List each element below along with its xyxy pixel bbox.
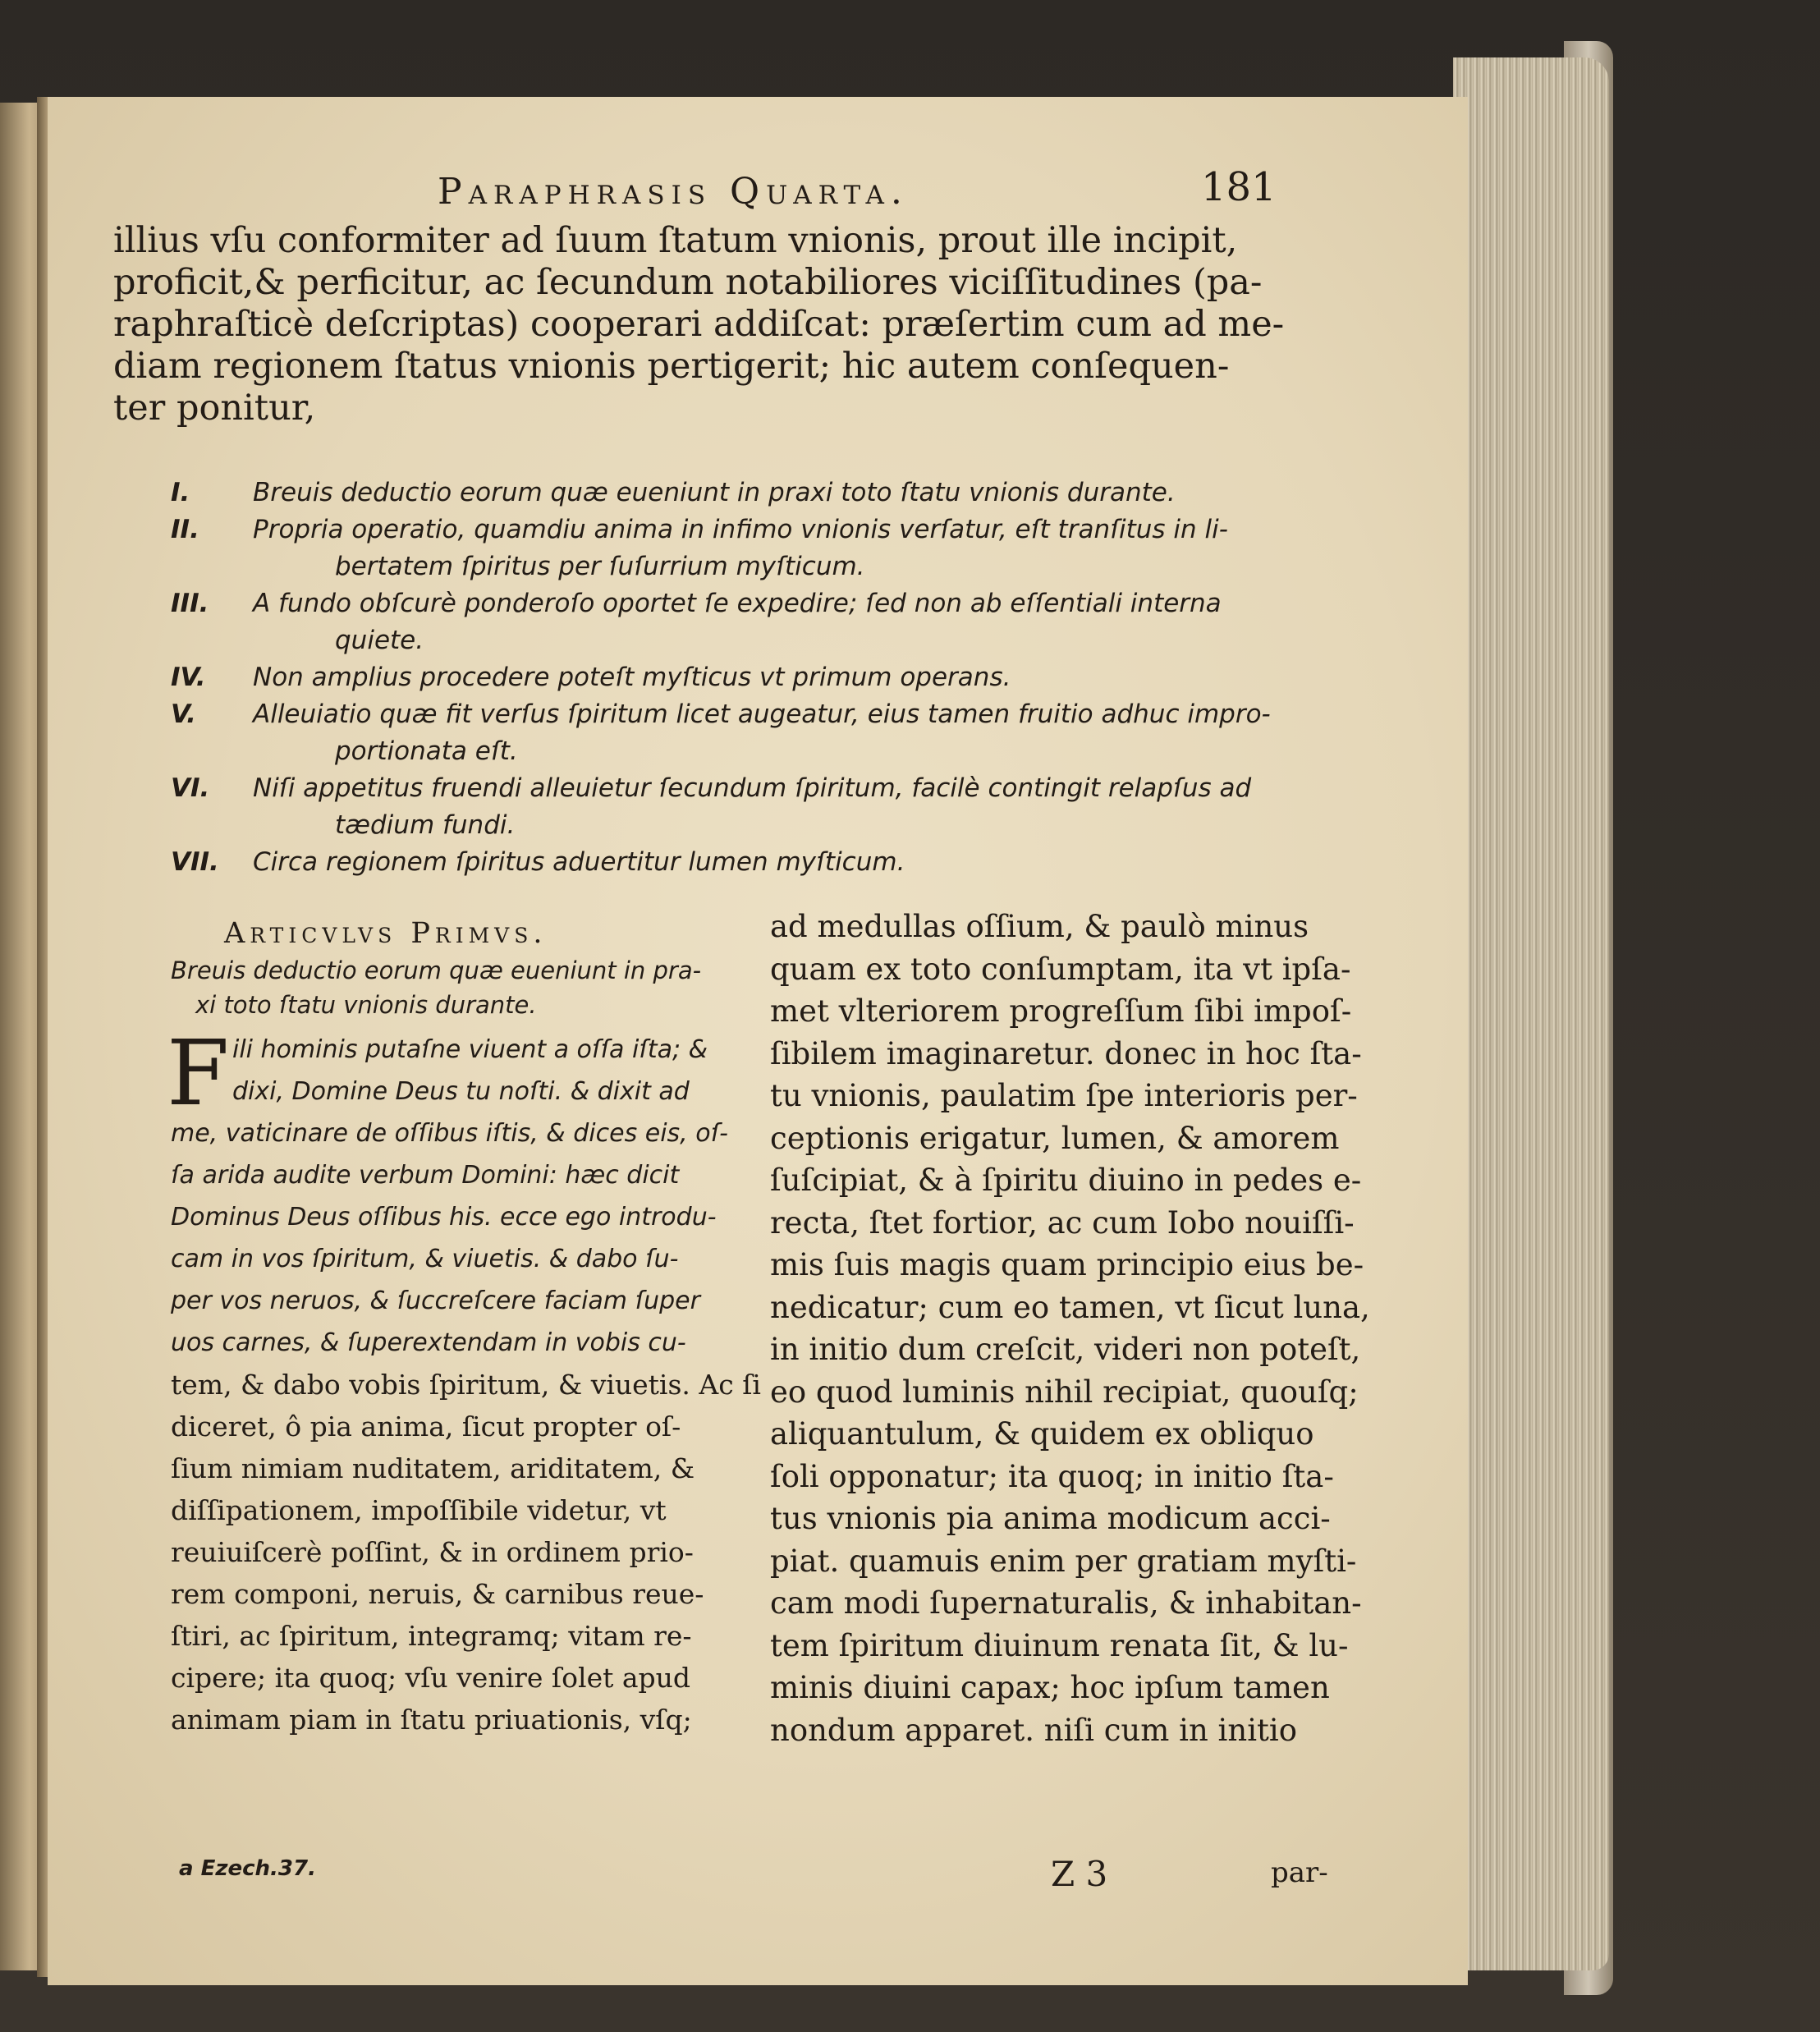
text-line: reuiuiſcerè poſſint, & in ordinem prio- xyxy=(171,1536,694,1568)
text-line: diam regionem ſtatus vnionis pertigerit; hic autem conſequen- xyxy=(113,346,1230,387)
text-line: ad medullas oſſium, & paulò minus xyxy=(770,909,1309,944)
summary-numeral: VII. xyxy=(171,847,219,877)
summary-item xyxy=(171,659,1336,696)
text-line: in initio dum creſcit, videri non poteſt, xyxy=(770,1332,1361,1367)
signature-mark: Z 3 xyxy=(1051,1854,1108,1894)
summary-numeral: VI. xyxy=(171,773,210,803)
intro-paragraph xyxy=(113,220,1328,429)
text-line: rem componi, neruis, & carnibus reue- xyxy=(171,1578,704,1610)
summary-item xyxy=(171,475,1336,511)
subtitle-line: xi toto ſtatu vnionis durante. xyxy=(195,991,537,1019)
summary-text-continuation: quiete. xyxy=(335,626,424,655)
catchword: par- xyxy=(1271,1856,1328,1889)
text-line: ſium nimiam nuditatem, ariditatem, & xyxy=(171,1452,695,1484)
text-line: quam ex toto conſumptam, ita vt ipſa- xyxy=(770,951,1351,987)
text-line: ceptionis erigatur, lumen, & amorem xyxy=(770,1120,1340,1156)
summary-text: Breuis deductio eorum quæ eueniunt in praxi toto ſtatu vnionis durante. xyxy=(253,478,1176,507)
summary-item xyxy=(171,770,1336,844)
right-column xyxy=(770,906,1370,1751)
text-line: cam modi ſupernaturalis, & inhabitan- xyxy=(770,1585,1362,1621)
summary-numeral: III. xyxy=(171,589,209,618)
text-line: nondum apparet. niſi cum in initio xyxy=(770,1712,1298,1748)
summary-item xyxy=(171,585,1336,659)
text-line: tem, & dabo vobis ſpiritum, & viuetis. Ac ſi xyxy=(171,1369,761,1401)
left-column xyxy=(167,914,762,1741)
marginal-reference: a Ezech.37. xyxy=(179,1856,316,1881)
text-line: tu vnionis, paulatim ſpe interioris per- xyxy=(770,1078,1358,1113)
summary-item xyxy=(171,844,1336,881)
summary-item xyxy=(171,696,1336,770)
summary-text: Niſi appetitus fruendi alleuietur ſecundum ſpiritum, facilè contingit relapſus ad xyxy=(253,773,1252,803)
text-line: aliquantulum, & quidem ex obliquo xyxy=(770,1416,1314,1452)
text-line: tem ſpiritum diuinum renata ſit, & lu- xyxy=(770,1627,1349,1663)
running-title: Paraphrasis Quarta. xyxy=(438,171,909,213)
summary-text: Non amplius procedere poteſt myſticus vt primum operans. xyxy=(253,663,1011,692)
text-line: ſibilem imaginaretur. donec in hoc ſta- xyxy=(770,1035,1362,1071)
text-line: animam piam in ſtatu priuationis, vſq; xyxy=(171,1704,692,1736)
summary-numeral: V. xyxy=(171,700,196,729)
text-line: ſoli opponatur; ita quoq; in initio ſta- xyxy=(770,1458,1334,1494)
subtitle-line: Breuis deductio eorum quæ eueniunt in pra- xyxy=(171,956,702,984)
text-line: tus vnionis pia anima modicum acci- xyxy=(770,1501,1331,1536)
page-edges xyxy=(1453,57,1609,1970)
text-line: cipere; ita quoq; vſu venire ſolet apud xyxy=(171,1662,691,1694)
summary-numeral: II. xyxy=(171,515,199,544)
text-line: dixi, Domine Deus tu noſti. & dixit ad xyxy=(232,1077,690,1106)
summary-text-continuation: bertatem ſpiritus per ſuſurrium myſticum. xyxy=(335,552,865,581)
text-line: nedicatur; cum eo tamen, vt ſicut luna, xyxy=(770,1289,1370,1325)
summary-text-continuation: portionata eſt. xyxy=(335,736,518,766)
page-number: 181 xyxy=(1201,164,1277,210)
summary-text: A fundo obſcurè ponderoſo oportet ſe expedire; ſed non ab eſſentiali interna xyxy=(253,589,1222,618)
summary-text: Alleuiatio quæ fit verſus ſpiritum licet augeatur, eius tamen fruitio adhuc impro- xyxy=(253,700,1271,729)
text-line: raphraſticè deſcriptas) cooperari addiſcat: præſertim cum ad me- xyxy=(113,304,1285,345)
book-page xyxy=(48,97,1468,1985)
summary-text: Circa regionem ſpiritus aduertitur lumen myſticum. xyxy=(253,847,905,877)
text-line: recta, ſtet fortior, ac cum Iobo nouiſſi- xyxy=(770,1204,1355,1241)
summary-item xyxy=(171,511,1336,585)
text-line: ter ponitur, xyxy=(113,388,316,429)
text-line: cam in vos ſpiritum, & viuetis. & dabo ſu- xyxy=(171,1245,679,1273)
article-summary-list xyxy=(171,475,1336,881)
text-line: per vos neruos, & ſuccreſcere faciam ſuper xyxy=(171,1287,700,1315)
text-line: minis diuini capax; hoc ipſum tamen xyxy=(770,1670,1330,1705)
text-line: uos carnes, & ſuperextendam in vobis cu- xyxy=(171,1328,686,1357)
text-line: me, vaticinare de oſſibus iſtis, & dices eis, oſ- xyxy=(171,1119,728,1148)
summary-text-continuation: tædium fundi. xyxy=(335,810,516,840)
article-title: Articvlvs Primvs. xyxy=(224,917,548,950)
summary-numeral: IV. xyxy=(171,663,206,692)
text-line: mis ſuis magis quam principio eius be- xyxy=(770,1247,1364,1282)
article-subtitle xyxy=(171,953,762,1022)
text-line: diceret, ô pia anima, ſicut propter oſ- xyxy=(171,1410,681,1443)
text-line: piat. quamuis enim per gratiam myſti- xyxy=(770,1543,1357,1579)
text-line: Dominus Deus oſſibus his. ecce ego introdu- xyxy=(171,1203,717,1232)
text-line: proficit,& perficitur, ac ſecundum notabiliores viciſſitudines (pa- xyxy=(113,262,1263,303)
text-line: ſa arida audite verbum Domini: hæc dicit xyxy=(171,1161,680,1190)
summary-numeral: I. xyxy=(171,478,190,507)
summary-text: Propria operatio, quamdiu anima in infimo vnionis verſatur, eſt tranſitus in li- xyxy=(253,515,1228,544)
text-line: illius vſu conformiter ad ſuum ſtatum vnionis, prout ille incipit, xyxy=(113,220,1238,261)
text-line: eo quod luminis nihil recipiat, quouſq; xyxy=(770,1374,1359,1410)
drop-cap: F xyxy=(167,1021,230,1126)
text-line: ſuſcipiat, & à ſpiritu diuino in pedes e- xyxy=(770,1163,1362,1198)
text-line: ili hominis putaſne viuent a oſſa iſta; & xyxy=(232,1035,708,1064)
text-line: ſtiri, ac ſpiritum, integramq; vitam re- xyxy=(171,1620,692,1652)
text-line: met vlteriorem progreſſum ſibi impoſ- xyxy=(770,993,1352,1029)
text-line: diſſipationem, impoſſibile videtur, vt xyxy=(171,1494,667,1526)
left-column-body xyxy=(167,1021,762,1741)
